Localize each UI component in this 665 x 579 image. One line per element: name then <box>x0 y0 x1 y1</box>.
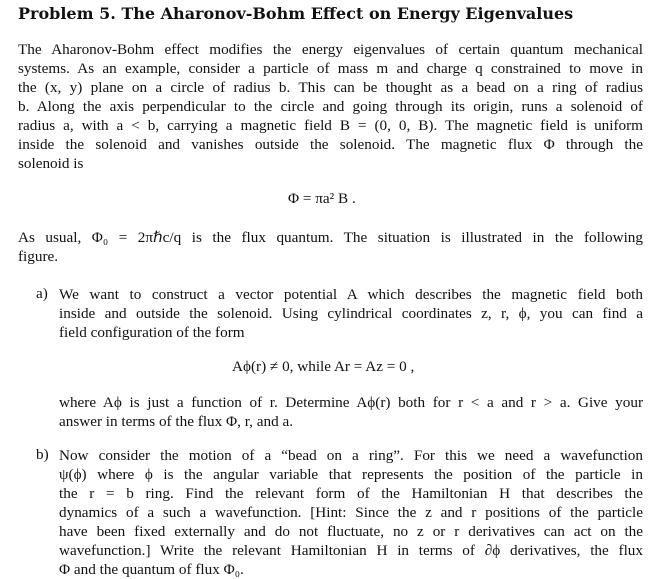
part-b-line-2: ψ(ϕ) where ϕ is the angular variable that represents the position of the particle in <box>59 466 643 483</box>
intro-line-2: systems. As an example, consider a particle of mass m and charge q constrained to move in <box>18 60 643 77</box>
part-a-label: a) <box>36 285 48 302</box>
vector-potential-equation: Aϕ(r) ≠ 0, while Ar = Az = 0 , <box>232 358 415 375</box>
flux-quantum-line-1: As usual, Φ₀ = 2πℏc/q is the flux quantum. The situation is illustrated in the following <box>18 229 643 246</box>
part-b-line-6: wavefunction.] Write the relevant Hamiltonian H in terms of ∂ϕ derivatives, the flux <box>59 542 643 559</box>
intro-line-7: solenoid is <box>18 155 84 172</box>
intro-line-3: the (x, y) plane on a circle of radius b. This can be thought as a bead on a ring of radius <box>18 79 643 96</box>
flux-quantum-line-2: figure. <box>18 248 59 265</box>
part-b-line-1: Now consider the motion of a “bead on a ring”. For this we need a wavefunction <box>59 447 643 464</box>
intro-line-5: radius a, with a < b, carrying a magnetic field B = (0, 0, B). The magnetic field is uniform <box>18 117 643 134</box>
part-b-line-3: the r = b ring. Find the relevant form of the Hamiltonian H that describes the <box>59 485 643 502</box>
part-b-line-4: dynamics of a such a wavefunction. [Hint: Since the z and r positions of the particle <box>59 504 643 521</box>
intro-line-6: inside the solenoid and vanishes outside the solenoid. The magnetic flux Φ through the <box>18 136 643 153</box>
flux-equation: Φ = πa² B . <box>288 190 356 207</box>
part-b-line-7: Φ and the quantum of flux Φ₀. <box>59 561 244 578</box>
problem-title: Problem 5. The Aharonov-Bohm Effect on Energy Eigenvalues <box>18 4 574 23</box>
part-a-line-2: inside and outside the solenoid. Using cylindrical coordinates z, r, ϕ, you can find a <box>59 305 643 322</box>
part-a-after-line-2: answer in terms of the flux Φ, r, and a. <box>59 413 294 430</box>
intro-line-1: The Aharonov-Bohm effect modifies the energy eigenvalues of certain quantum mechanical <box>18 41 643 58</box>
part-b-label: b) <box>36 446 49 463</box>
part-a-line-3: field configuration of the form <box>59 324 245 341</box>
part-a-line-1: We want to construct a vector potential A which describes the magnetic field both <box>59 286 643 303</box>
part-a-after-line-1: where Aϕ is just a function of r. Determine Aϕ(r) both for r < a and r > a. Give your <box>59 394 643 411</box>
part-b-line-5: have been fixed externally and do not fluctuate, no z or r derivatives can act on the <box>59 523 643 540</box>
intro-line-4: b. Along the axis perpendicular to the circle and going through its origin, runs a solenoid of <box>18 98 643 115</box>
